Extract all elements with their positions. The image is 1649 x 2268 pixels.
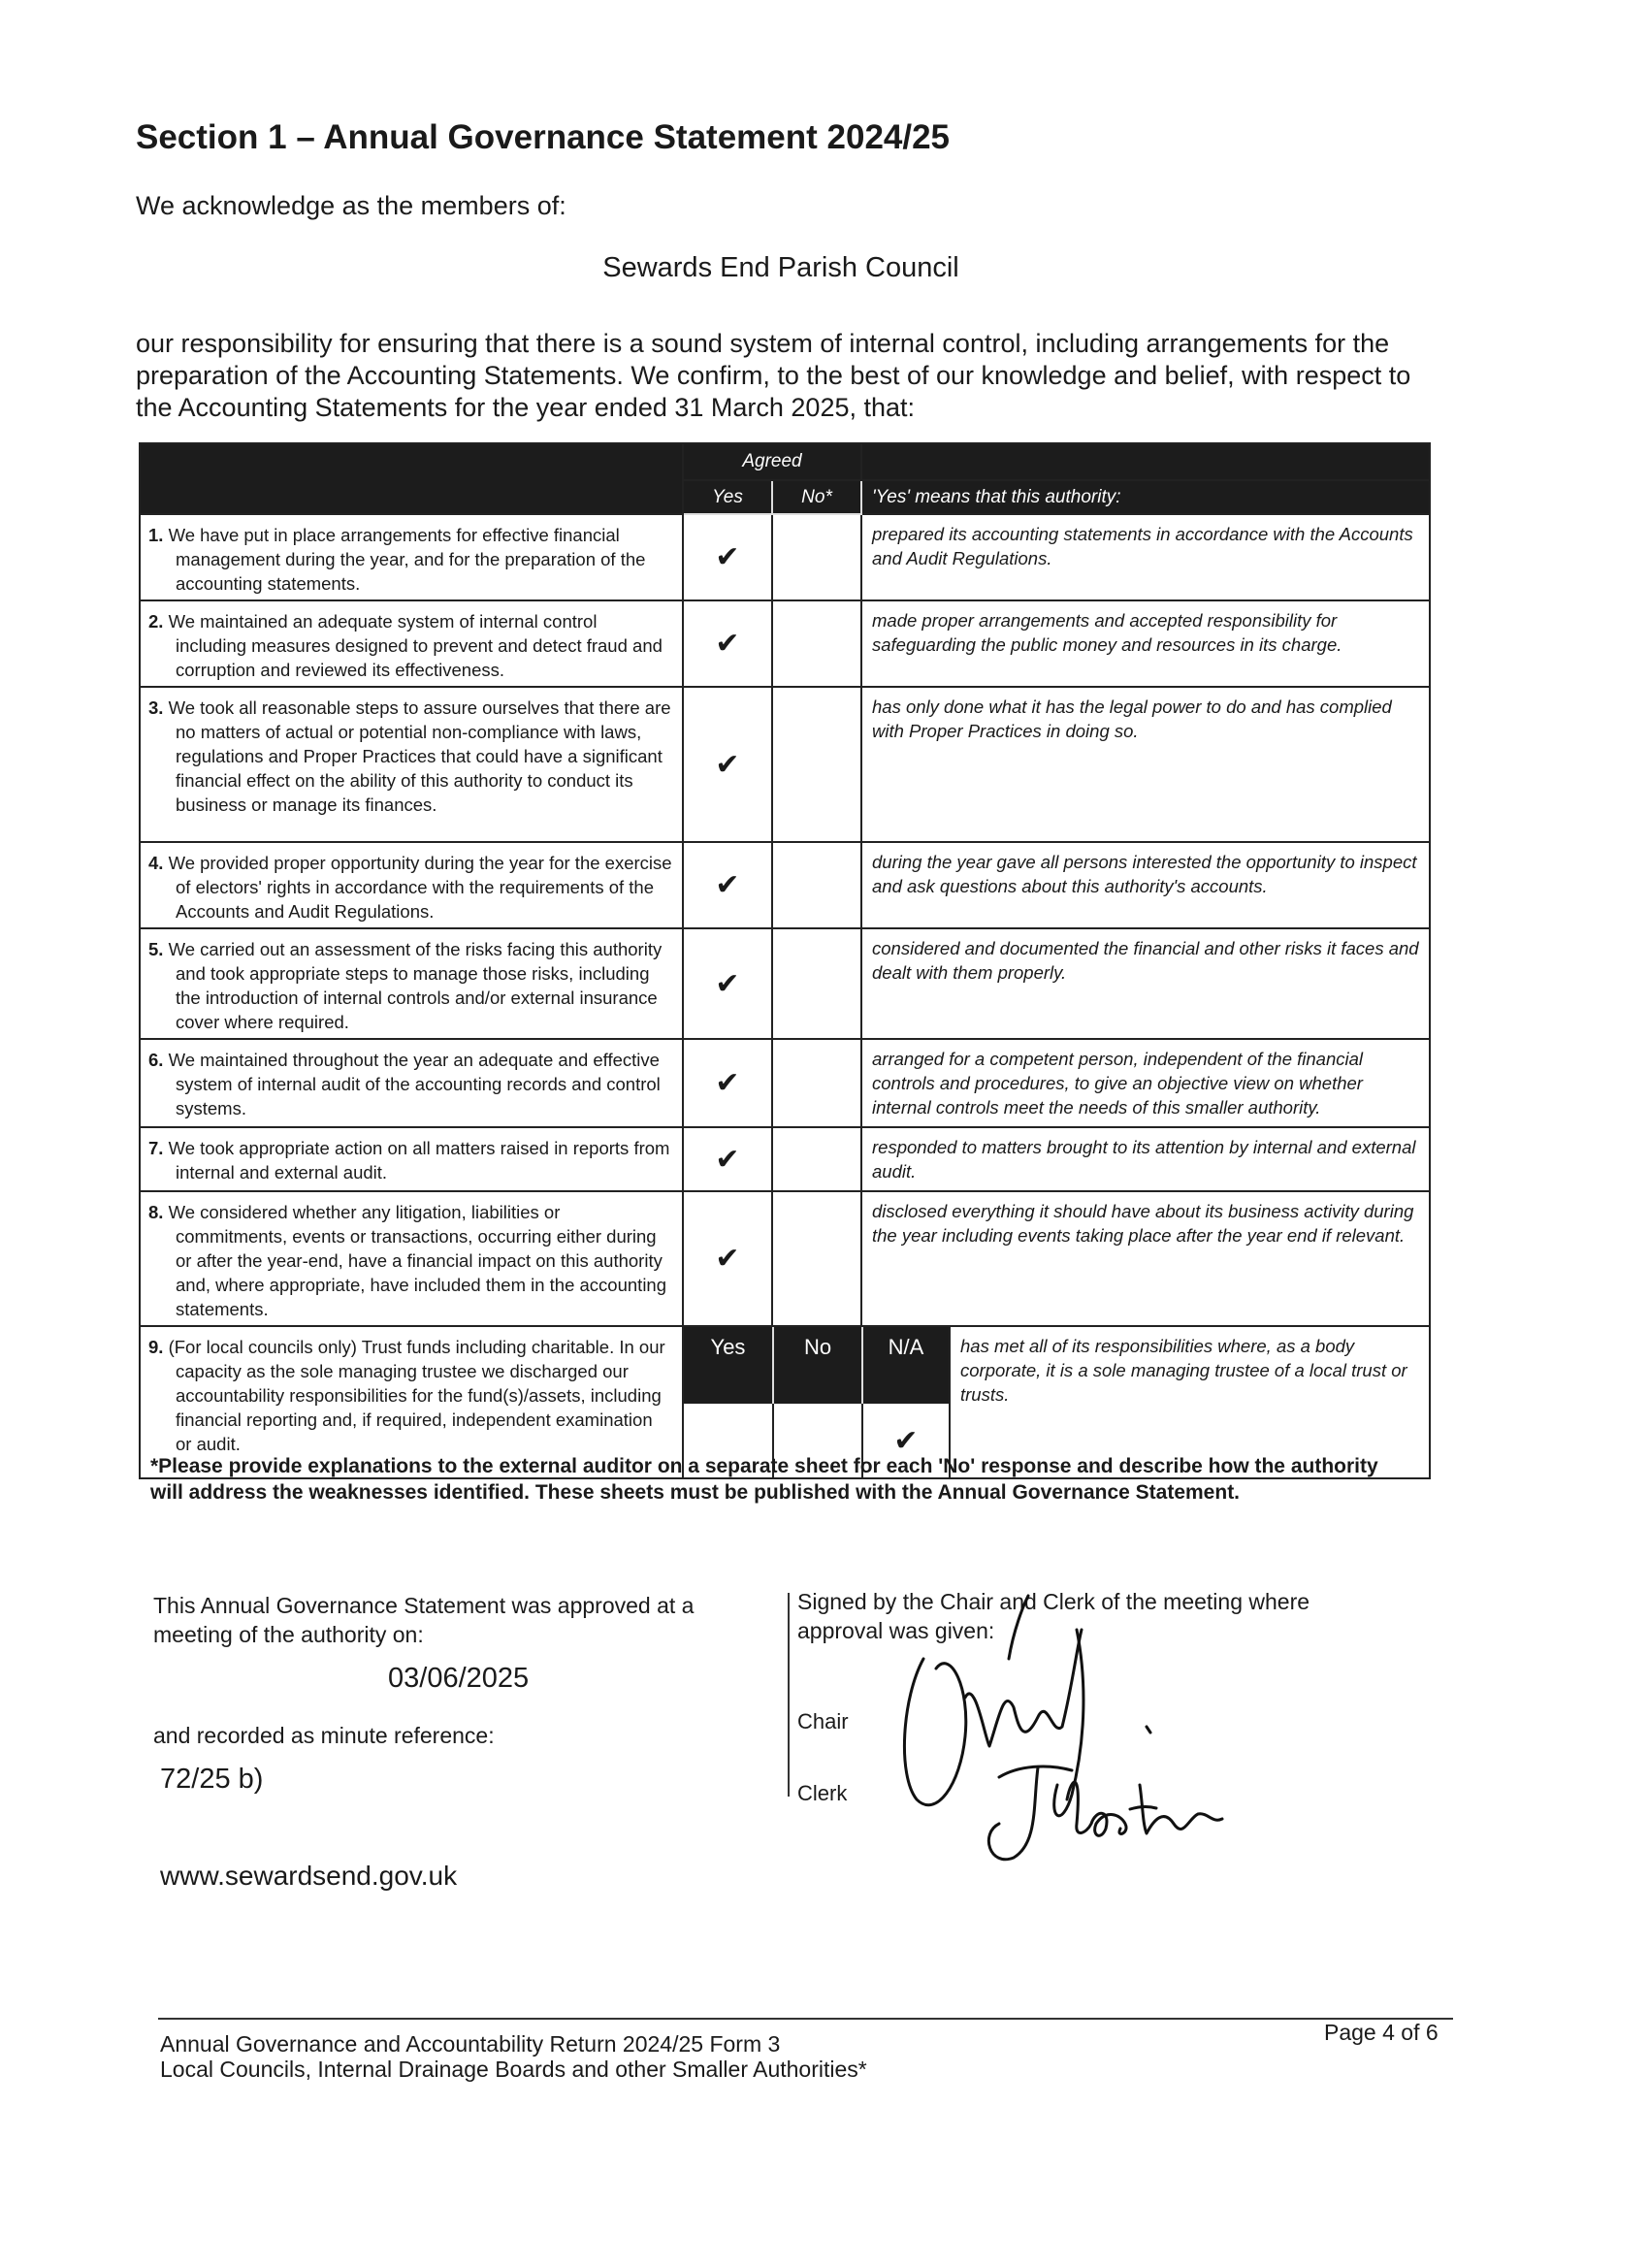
handwritten-signatures (892, 1591, 1280, 1882)
means-text: responded to matters brought to its attention by internal and external audit. (861, 1127, 1430, 1191)
intro-text: our responsibility for ensuring that there is a sound system of internal control, including arrangements for the preparation of the Accounting Statements. We confirm, to the best of our knowledge and belief, with respect to the Accounting Statements for the year ended 31 March 2025, that: (136, 329, 1411, 422)
approval-date: 03/06/2025 (388, 1663, 530, 1694)
yes-checkbox[interactable]: ✔ (683, 842, 772, 928)
footer-authorities: Local Councils, Internal Drainage Boards and other Smaller Authorities* (160, 2057, 867, 2082)
no-checkbox[interactable] (772, 1127, 861, 1191)
website-url: www.sewardsend.gov.uk (160, 1861, 458, 1891)
yes-checkbox[interactable]: ✔ (683, 600, 772, 687)
statement-text: We maintained throughout the year an adequate and effective system of internal audit of the accounting records and control systems. (168, 1050, 661, 1118)
table-row (140, 1039, 1430, 1127)
clerk-signature-stroke-4 (1140, 1785, 1222, 1833)
yes-checkbox[interactable]: ✔ (683, 928, 772, 1039)
statement-number: 5. (148, 939, 164, 959)
statement-text: We took all reasonable steps to assure ourselves that there are no matters of actual or potential non-compliance with laws, regulations and Proper Practices that could have a significant financial effect on the ability of this authority to conduct its business or manage its finances. (168, 697, 671, 815)
chair-signature-stroke-2 (965, 1630, 1082, 1746)
trust-na-checkbox[interactable]: ✔ (893, 1424, 919, 1457)
agreed-header: Agreed (683, 443, 861, 480)
statement-text: (For local councils only) Trust funds including charitable. In our capacity as the sole managing trustee we discharged our accountability responsibilities for the fund(s)/assets, including financial reporting and, if required, independent examination or audit. (168, 1337, 665, 1454)
statement-text: We have put in place arrangements for effective financial management during the year, and for the preparation of the accounting statements. (168, 525, 646, 594)
statement-number: 7. (148, 1138, 164, 1158)
means-text: has met all of its responsibilities where, as a body corporate, it is a sole managing trustee of a local trust or trusts. (950, 1327, 1429, 1477)
no-checkbox[interactable] (772, 1191, 861, 1326)
statement-cell (140, 1039, 683, 1127)
table-row (140, 1127, 1430, 1191)
no-checkbox[interactable] (772, 1039, 861, 1127)
statement-text: We carried out an assessment of the risks facing this authority and took appropriate steps to manage those risks, including the introduction of internal controls and/or external insurance cover where required. (168, 939, 663, 1032)
statement-cell (140, 1191, 683, 1326)
statement-number: 3. (148, 697, 164, 718)
statement-cell (140, 600, 683, 687)
approved-text: This Annual Governance Statement was approved at a meeting of the authority on: (153, 1593, 695, 1647)
yes-checkbox[interactable]: ✔ (683, 1191, 772, 1326)
yes-checkbox[interactable]: ✔ (683, 687, 772, 842)
means-text: disclosed everything it should have about its business activity during the year including events taking place after the year end if relevant. (861, 1191, 1430, 1326)
header-blank-right (861, 443, 1430, 480)
council-name: Sewards End Parish Council (602, 252, 959, 283)
no-checkbox[interactable] (772, 600, 861, 687)
clerk-signature-stroke-3 (1067, 1782, 1126, 1835)
means-header: 'Yes' means that this authority: (861, 480, 1430, 514)
statement-text: We provided proper opportunity during the year for the exercise of electors' rights in accordance with the requirements of the Accounts and Audit Regulations. (168, 853, 672, 922)
minute-reference: 72/25 b) (160, 1764, 264, 1795)
no-header: No* (772, 480, 861, 514)
no-checkbox[interactable] (772, 514, 861, 600)
yes-checkbox[interactable]: ✔ (683, 514, 772, 600)
table-row (140, 514, 1430, 600)
statement-number: 9. (148, 1337, 164, 1357)
chair-label: Chair (797, 1709, 849, 1733)
statement-number: 1. (148, 525, 164, 545)
chair-signature-dot (1147, 1727, 1150, 1733)
statement-cell (140, 514, 683, 600)
statement-cell (140, 928, 683, 1039)
no-checkbox[interactable] (772, 928, 861, 1039)
explanation-note: *Please provide explanations to the external auditor on a separate sheet for each 'No' response and describe how the authority will address the weaknesses identified. These sheets must be published with the Annual Governance Statement. (150, 1455, 1378, 1504)
footer-divider (158, 2018, 1453, 2020)
footer-form-title: Annual Governance and Accountability Return 2024/25 Form 3 (160, 2031, 781, 2057)
clerk-label: Clerk (797, 1781, 848, 1805)
statement-text: We took appropriate action on all matters raised in reports from internal and external audit. (168, 1138, 670, 1183)
trust-no-header: No (773, 1327, 862, 1404)
means-text: considered and documented the financial and other risks it faces and dealt with them properly. (861, 928, 1430, 1039)
yes-checkbox[interactable]: ✔ (683, 1127, 772, 1191)
clerk-signature-stroke-2 (988, 1767, 1038, 1860)
statement-number: 2. (148, 611, 164, 632)
header-blank (140, 443, 683, 514)
trust-yes-header: Yes (684, 1327, 773, 1404)
table-row (140, 842, 1430, 928)
page-title: Section 1 – Annual Governance Statement 2024/25 (136, 118, 951, 156)
statement-text: We considered whether any litigation, liabilities or commitments, events or transactions, occurring either during or after the year-end, have a financial impact on this authority and, where appropriate, have included them in the accounting statements. (168, 1202, 667, 1319)
chair-signature-stroke-1 (904, 1659, 965, 1805)
statement-cell (140, 842, 683, 928)
statement-text: We maintained an adequate system of internal control including measures designed to prevent and detect fraud and corruption and reviewed its effectiveness. (168, 611, 663, 680)
signature-divider (788, 1593, 790, 1797)
table-row (140, 1191, 1430, 1326)
means-text: arranged for a competent person, independent of the financial controls and procedures, to give an objective view on whether internal controls meet the needs of this smaller authority. (861, 1039, 1430, 1127)
means-text: made proper arrangements and accepted responsibility for safeguarding the public money and resources in its charge. (861, 600, 1430, 687)
means-text: has only done what it has the legal power to do and has complied with Proper Practices in doing so. (861, 687, 1430, 842)
trust-na-header: N/A (862, 1327, 950, 1404)
yes-checkbox[interactable]: ✔ (683, 1039, 772, 1127)
no-checkbox[interactable] (772, 842, 861, 928)
acknowledge-text: We acknowledge as the members of: (136, 191, 566, 220)
governance-table (139, 442, 1431, 1479)
signed-text: Signed by the Chair and Clerk of the meeting where approval was given: (797, 1589, 1310, 1643)
statement-cell (140, 687, 683, 842)
statement-number: 6. (148, 1050, 164, 1070)
recorded-text: and recorded as minute reference: (153, 1723, 495, 1748)
statement-number: 4. (148, 853, 164, 873)
statement-cell (140, 1127, 683, 1191)
chair-signature-stroke-4 (1009, 1596, 1028, 1659)
means-text: prepared its accounting statements in accordance with the Accounts and Audit Regulations. (861, 514, 1430, 600)
means-text: during the year gave all persons interested the opportunity to inspect and ask questions about this authority's accounts. (861, 842, 1430, 928)
table-row (140, 600, 1430, 687)
table-row (140, 687, 1430, 842)
clerk-signature-stroke-1 (999, 1766, 1072, 1777)
page-number: Page 4 of 6 (1324, 2020, 1439, 2045)
no-checkbox[interactable] (772, 687, 861, 842)
yes-header: Yes (683, 480, 772, 514)
table-row (140, 928, 1430, 1039)
statement-number: 8. (148, 1202, 164, 1222)
